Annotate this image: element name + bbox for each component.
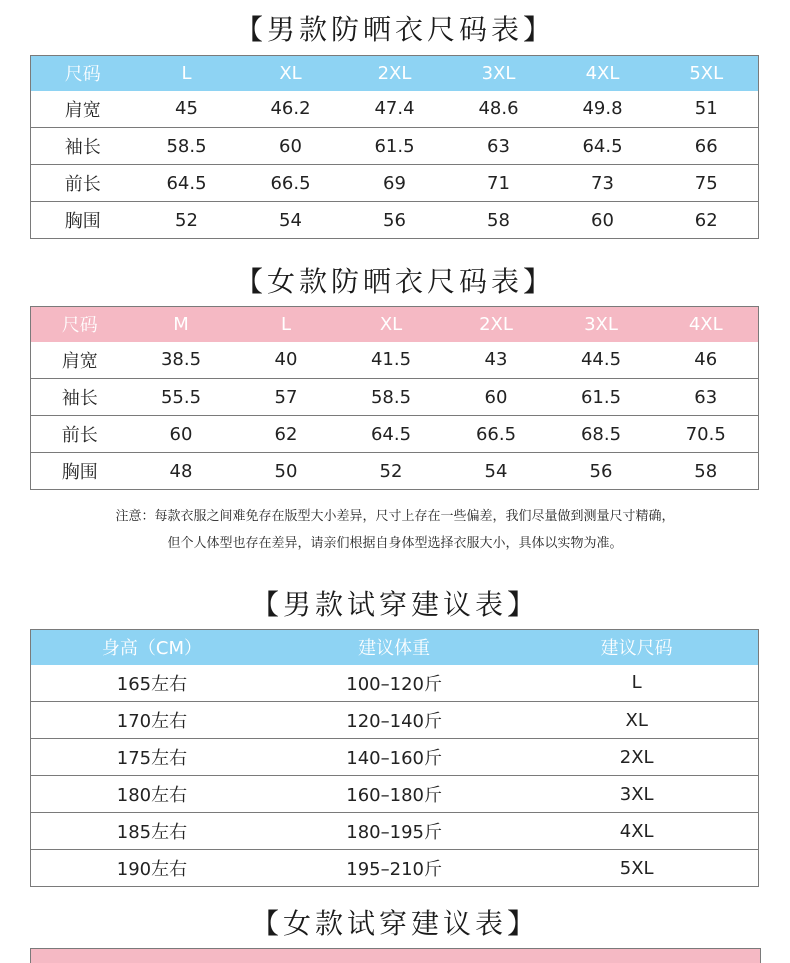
men-fit-title: 【男款试穿建议表】 — [250, 588, 539, 621]
women-size-title: 【女款防晒衣尺码表】 — [234, 265, 555, 298]
table-row — [31, 128, 759, 165]
table-cell: 44.5 — [549, 342, 654, 379]
row-label: 肩宽 — [31, 342, 129, 379]
men-fit-table — [30, 629, 759, 887]
note-line-1: 注意：每款衣服之间难免存在版型大小差异，尺寸上存在一些偏差，我们尽量做到测量尺寸精确， — [115, 509, 675, 524]
women-fit-table-header — [30, 948, 761, 963]
men-size-title: 【男款防晒衣尺码表】 — [234, 13, 555, 46]
table-row — [31, 416, 759, 453]
size-cell: 5XL — [515, 850, 758, 887]
men-fit-header-row — [31, 630, 759, 665]
table-cell: 51 — [655, 91, 759, 128]
table-row — [31, 91, 759, 128]
table-row — [31, 453, 759, 490]
table-cell: 52 — [135, 202, 239, 239]
weight-cell: 195–210斤 — [273, 850, 515, 887]
table-cell: 63 — [447, 128, 551, 165]
header-cell: 身高（CM） — [31, 630, 273, 665]
table-cell: 61.5 — [549, 379, 654, 416]
table-cell: 62 — [655, 202, 759, 239]
header-cell: L — [135, 56, 239, 91]
table-cell: 75 — [655, 165, 759, 202]
header-cell: XL — [239, 56, 343, 91]
table-cell: 64.5 — [551, 128, 655, 165]
size-cell: 4XL — [515, 813, 758, 850]
table-row — [31, 665, 759, 702]
row-label: 前长 — [31, 165, 135, 202]
row-label: 肩宽 — [31, 91, 135, 128]
weight-cell: 100–120斤 — [273, 665, 515, 702]
men-size-header-row — [31, 56, 759, 91]
table-cell: 49.8 — [551, 91, 655, 128]
height-cell: 170左右 — [31, 702, 273, 739]
weight-cell: 120–140斤 — [273, 702, 515, 739]
table-row — [31, 739, 759, 776]
table-cell: 60 — [551, 202, 655, 239]
table-cell: 62 — [234, 416, 339, 453]
women-fit-title: 【女款试穿建议表】 — [250, 907, 539, 940]
table-cell: 64.5 — [135, 165, 239, 202]
table-cell: 50 — [234, 453, 339, 490]
table-cell: 58.5 — [135, 128, 239, 165]
size-cell: L — [515, 665, 758, 702]
weight-cell: 160–180斤 — [273, 776, 515, 813]
header-cell: 尺码 — [31, 56, 135, 91]
row-label: 前长 — [31, 416, 129, 453]
table-cell: 48.6 — [447, 91, 551, 128]
table-cell: 66.5 — [239, 165, 343, 202]
table-cell: 56 — [549, 453, 654, 490]
table-row — [31, 813, 759, 850]
table-cell: 38.5 — [129, 342, 234, 379]
header-cell: 建议尺码 — [515, 630, 758, 665]
table-cell: 70.5 — [654, 416, 759, 453]
table-cell: 56 — [343, 202, 447, 239]
table-cell: 45 — [135, 91, 239, 128]
table-cell: 73 — [551, 165, 655, 202]
table-row — [31, 850, 759, 887]
header-cell: 2XL — [444, 307, 549, 342]
table-cell: 63 — [654, 379, 759, 416]
header-cell: 3XL — [447, 56, 551, 91]
row-label: 胸围 — [31, 202, 135, 239]
row-label: 袖长 — [31, 379, 129, 416]
header-cell: 建议体重 — [273, 630, 515, 665]
table-cell: 52 — [339, 453, 444, 490]
table-cell: 57 — [234, 379, 339, 416]
height-cell: 180左右 — [31, 776, 273, 813]
table-cell: 61.5 — [343, 128, 447, 165]
header-cell: 4XL — [551, 56, 655, 91]
table-row — [31, 165, 759, 202]
table-row — [31, 379, 759, 416]
table-cell: 48 — [129, 453, 234, 490]
table-row — [31, 702, 759, 739]
table-cell: 66.5 — [444, 416, 549, 453]
row-label: 胸围 — [31, 453, 129, 490]
table-cell: 60 — [239, 128, 343, 165]
header-cell: 5XL — [655, 56, 759, 91]
men-size-table — [30, 55, 759, 239]
note-line-2: 但个人体型也存在差异，请亲们根据自身体型选择衣服大小，具体以实物为准。 — [167, 536, 623, 551]
height-cell: 175左右 — [31, 739, 273, 776]
table-cell: 58 — [654, 453, 759, 490]
weight-cell: 140–160斤 — [273, 739, 515, 776]
header-cell: 3XL — [549, 307, 654, 342]
header-cell: L — [234, 307, 339, 342]
table-cell: 60 — [129, 416, 234, 453]
table-cell: 54 — [239, 202, 343, 239]
header-cell: XL — [339, 307, 444, 342]
table-row — [31, 342, 759, 379]
header-cell: 4XL — [654, 307, 759, 342]
table-cell: 64.5 — [339, 416, 444, 453]
table-cell: 68.5 — [549, 416, 654, 453]
table-row — [31, 776, 759, 813]
table-cell: 71 — [447, 165, 551, 202]
table-cell: 46.2 — [239, 91, 343, 128]
header-cell: M — [129, 307, 234, 342]
table-cell: 47.4 — [343, 91, 447, 128]
table-cell: 43 — [444, 342, 549, 379]
header-cell: 2XL — [343, 56, 447, 91]
size-cell: 2XL — [515, 739, 758, 776]
women-size-header-row — [31, 307, 759, 342]
table-cell: 40 — [234, 342, 339, 379]
row-label: 袖长 — [31, 128, 135, 165]
table-cell: 41.5 — [339, 342, 444, 379]
table-row — [31, 202, 759, 239]
table-cell: 55.5 — [129, 379, 234, 416]
table-cell: 46 — [654, 342, 759, 379]
table-cell: 58.5 — [339, 379, 444, 416]
weight-cell: 180–195斤 — [273, 813, 515, 850]
table-cell: 54 — [444, 453, 549, 490]
height-cell: 165左右 — [31, 665, 273, 702]
table-cell: 58 — [447, 202, 551, 239]
size-cell: XL — [515, 702, 758, 739]
height-cell: 190左右 — [31, 850, 273, 887]
size-cell: 3XL — [515, 776, 758, 813]
table-cell: 66 — [655, 128, 759, 165]
header-cell: 尺码 — [31, 307, 129, 342]
table-cell: 60 — [444, 379, 549, 416]
table-cell: 69 — [343, 165, 447, 202]
height-cell: 185左右 — [31, 813, 273, 850]
women-size-table — [30, 306, 759, 490]
